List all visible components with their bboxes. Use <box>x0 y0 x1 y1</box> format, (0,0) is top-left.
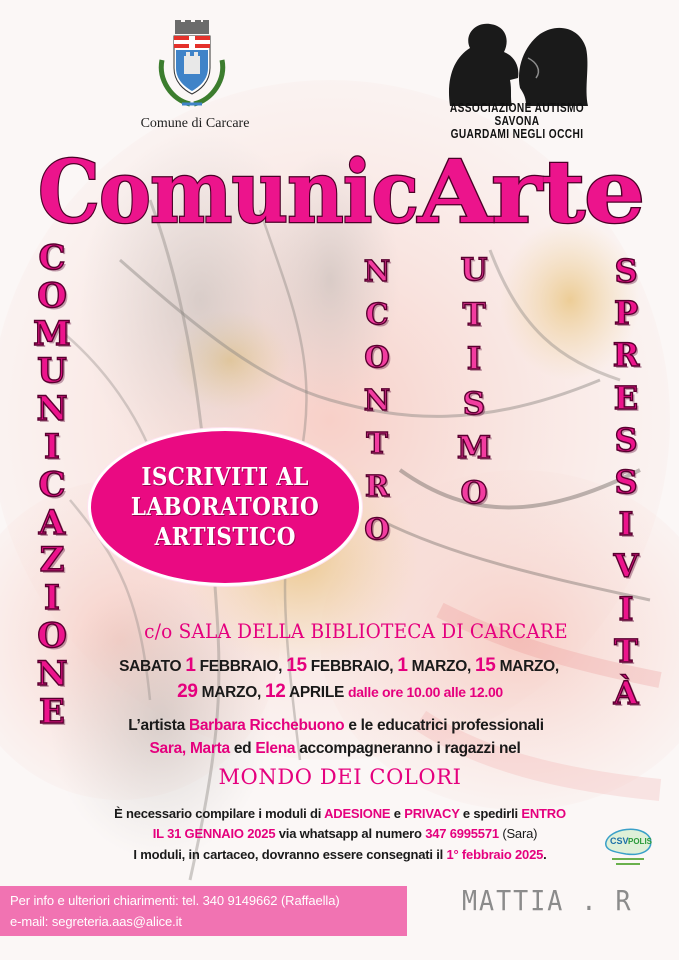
cta-signup-oval <box>88 428 362 586</box>
vertical-letter: O <box>364 340 390 374</box>
artist-name: Barbara Ricchebuono <box>188 717 345 734</box>
csv-logo-text: CSV <box>610 836 629 846</box>
artist-post: e le educatrici professionali <box>348 717 544 734</box>
req-highlight: ADESIONE <box>324 806 391 821</box>
requirements-line-3 <box>100 847 580 862</box>
vertical-letter: T <box>366 426 388 460</box>
vertical-letter: S <box>614 252 638 290</box>
vertical-letter: N <box>36 389 68 430</box>
date-month: APRILE <box>288 684 345 701</box>
artist-signature: MATTIA . R <box>462 884 633 917</box>
vertical-letter: O <box>460 474 488 511</box>
csv-polis-logo-icon <box>602 822 654 870</box>
vertical-letter: A <box>38 502 66 543</box>
vertical-letter: U <box>460 252 488 288</box>
date-number: 29 <box>177 681 198 702</box>
vertical-letter: N <box>36 653 68 694</box>
vertical-letter: O <box>364 512 390 546</box>
comune-coat-of-arms-icon <box>152 20 232 110</box>
req-highlight: IL 31 GENNAIO 2025 <box>152 826 276 841</box>
date-month: FEBBRAIO, <box>199 658 283 675</box>
educator-name: Marta <box>189 740 230 757</box>
req-phone: 347 6995571 <box>425 826 499 841</box>
conjunction: ed <box>233 740 252 757</box>
req-text: e <box>393 806 401 821</box>
req-text: (Sara) <box>502 826 538 841</box>
vertical-letter: I <box>44 426 60 467</box>
vertical-letter: M <box>456 430 492 466</box>
vertical-letter: C <box>38 464 66 505</box>
date-number: 12 <box>265 681 286 702</box>
educator-name: Sara, <box>149 740 186 757</box>
info-email-line: e-mail: segreteria.aas@alice.it <box>10 914 182 929</box>
vertical-word-incontro <box>358 250 396 551</box>
vertical-letter: V <box>613 547 639 586</box>
date-number: 1 <box>397 655 408 676</box>
date-month: MARZO, <box>499 658 559 675</box>
association-silhouette-logo-icon <box>440 18 590 106</box>
cta-line-3: ARTISTICO <box>154 522 296 551</box>
date-month: MARZO, <box>201 684 261 701</box>
vertical-letter: O <box>37 275 67 316</box>
req-highlight: PRIVACY <box>404 806 460 821</box>
vertical-letter: R <box>364 469 390 503</box>
req-text: . <box>543 847 547 862</box>
vertical-letter: À <box>613 674 639 713</box>
date-number: 15 <box>286 655 307 676</box>
artist-post-2: accompagneranno i ragazzi nel <box>299 740 521 757</box>
vertical-letter: M <box>33 313 71 354</box>
vertical-word-autismo <box>455 248 493 515</box>
vertical-letter: I <box>44 578 60 619</box>
info-phone-line: Per info e ulteriori chiarimenti: tel. 340 9149662 (Raffaella) <box>10 893 340 908</box>
vertical-word-comunicazione <box>30 240 74 731</box>
vertical-letter: U <box>37 351 67 392</box>
vertical-letter: Z <box>39 540 65 581</box>
vertical-letter: I <box>466 341 482 377</box>
vertical-letter: N <box>363 254 391 288</box>
mondo-dei-colori-title: MONDO DEI COLORI <box>218 765 462 789</box>
comune-name: Comune di Carcare <box>140 116 250 131</box>
req-text: e spedirli <box>462 806 518 821</box>
main-title <box>0 128 679 246</box>
vertical-letter: O <box>37 615 67 656</box>
req-highlight: 1° febbraio 2025 <box>446 847 544 862</box>
hours-text: dalle ore 10.00 alle 12.00 <box>348 684 503 700</box>
artist-pre: L’artista <box>128 717 185 734</box>
date-number: 15 <box>475 655 496 676</box>
req-highlight: ENTRO <box>521 806 566 821</box>
vertical-word-espressivita <box>604 250 648 714</box>
association-name-line-2: GUARDAMI NEGLI OCCHI <box>450 126 584 141</box>
vertical-letter: E <box>39 691 65 732</box>
vertical-letter: S <box>462 385 486 422</box>
main-title-comunic: Comunic <box>38 142 418 243</box>
date-number: 1 <box>185 655 196 676</box>
vertical-letter: S <box>614 420 638 459</box>
requirements-line-1 <box>90 806 590 821</box>
cta-line-1: ISCRIVITI AL <box>141 462 309 491</box>
vertical-letter: I <box>618 505 634 544</box>
date-month: FEBBRAIO, <box>310 658 394 675</box>
venue-text: c/o SALA DELLA BIBLIOTECA DI CARCARE <box>144 620 568 643</box>
dates-line-2 <box>130 681 550 703</box>
dates-line-1 <box>104 655 574 677</box>
venue-line <box>96 620 616 643</box>
requirements-line-2 <box>100 826 590 841</box>
req-text: I moduli, in cartaceo, dovranno essere consegnati il <box>133 847 444 862</box>
main-title-arte: Arte <box>416 142 644 243</box>
vertical-letter: T <box>462 296 486 333</box>
vertical-letter: E <box>613 378 639 417</box>
req-text: È necessario compilare i moduli di <box>114 806 322 821</box>
req-text: via whatsapp al numero <box>278 826 422 841</box>
dates-day-label: SABATO <box>119 658 182 675</box>
vertical-letter: C <box>365 297 389 331</box>
csv-logo-sub: POLIS <box>628 837 653 846</box>
vertical-letter: N <box>363 383 391 417</box>
vertical-letter: T <box>614 631 638 670</box>
vertical-letter: C <box>38 238 66 278</box>
vertical-letter: P <box>613 294 639 333</box>
artist-line-1 <box>76 717 596 735</box>
cta-line-2: LABORATORIO <box>130 492 320 521</box>
artist-line-2 <box>100 740 570 758</box>
vertical-letter: S <box>614 463 638 502</box>
date-month: MARZO, <box>411 658 471 675</box>
vertical-letter: I <box>618 589 634 628</box>
association-name-line-1: ASSOCIAZIONE AUTISMO SAVONA <box>449 100 585 128</box>
vertical-letter: R <box>612 336 640 375</box>
educator-name: Elena <box>255 740 296 757</box>
